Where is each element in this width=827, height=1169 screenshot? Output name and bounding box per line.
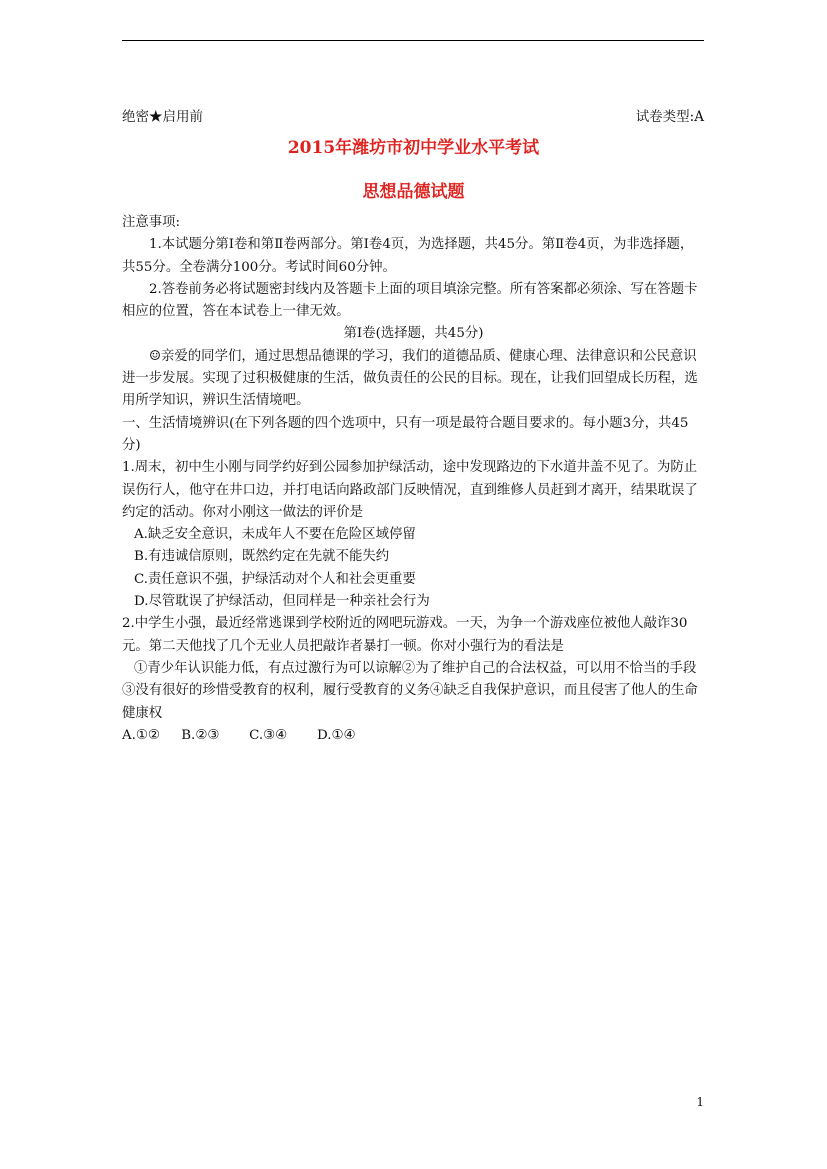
- paper-type-label: 试卷类型:A: [635, 109, 704, 125]
- confidentiality-label: 绝密★启用前: [122, 109, 203, 125]
- question-1-option-d: D.尽管耽误了护绿活动，但同样是一种亲社会行为: [134, 594, 430, 610]
- question-1-stem: 1.周末，初中生小刚与同学约好到公园参加护绿活动，途中发现路边的下水道井盖不见了。为防止误伤行人，他守在井口边，并打电话向路政部门反映情况，直到维修人员赶到才离开，结果耽误了约定的活动。你对小刚这一做法的评价是: [122, 460, 698, 520]
- note-item-1: 1.本试题分第Ⅰ卷和第Ⅱ卷两部分。第Ⅰ卷4页，为选择题，共45分。第Ⅱ卷4页，为非选择题，共55分。全卷满分100分。考试时间60分钟。: [122, 237, 694, 275]
- exam-body: [122, 212, 705, 747]
- header-rule: [122, 40, 704, 41]
- question-1-option-a: A.缺乏安全意识，未成年人不要在危险区域停留: [134, 527, 416, 543]
- page-number: 1: [696, 1095, 704, 1109]
- part-heading: 一、生活情境辨识(在下列各题的四个选项中，只有一项是最符合题目要求的。每小题3分，共45分): [122, 415, 689, 453]
- note-item-2: 2.答卷前务必将试题密封线内及答题卡上面的项目填涂完整。所有答案都必须涂、写在答题卡相应的位置，答在本试卷上一律无效。: [122, 281, 698, 320]
- question-2-stem: 2.中学生小强，最近经常逃课到学校附近的网吧玩游戏。一天，为争一个游戏座位被他人敲诈30元。第二天他找了几个无业人员把敲诈者暴打一顿。你对小强行为的看法是: [122, 616, 688, 654]
- notes-heading: 注意事项:: [122, 215, 181, 230]
- question-1-option-b: B.有违诚信原则，既然约定在先就不能失约: [134, 549, 390, 565]
- section-heading: 第Ⅰ卷(选择题，共45分): [343, 326, 484, 342]
- section-intro: ☺亲爱的同学们，通过思想品德课的学习，我们的道德品质、健康心理、法律意识和公民意识进一步发展。实现了过积极健康的生活，做负责任的公民的目标。现在，让我们回望成长历程，选用所学知识，辨识生活情境吧。: [122, 348, 698, 409]
- exam-title: 2015年潍坊市初中学业水平考试: [287, 138, 540, 158]
- question-1-option-c: C.责任意识不强，护绿活动对个人和社会更重要: [134, 571, 416, 587]
- subject-title: 思想品德试题: [362, 182, 465, 202]
- question-2-answers: A.①② B.②③ C.③④ D.①④: [122, 727, 356, 743]
- question-2-statements: ①青少年认识能力低，有点过激行为可以谅解②为了维护自己的合法权益，可以用不恰当的手段③没有很好的珍惜受教育的权利，履行受教育的义务④缺乏自我保护意识，而且侵害了他人的生命健康权: [122, 660, 698, 721]
